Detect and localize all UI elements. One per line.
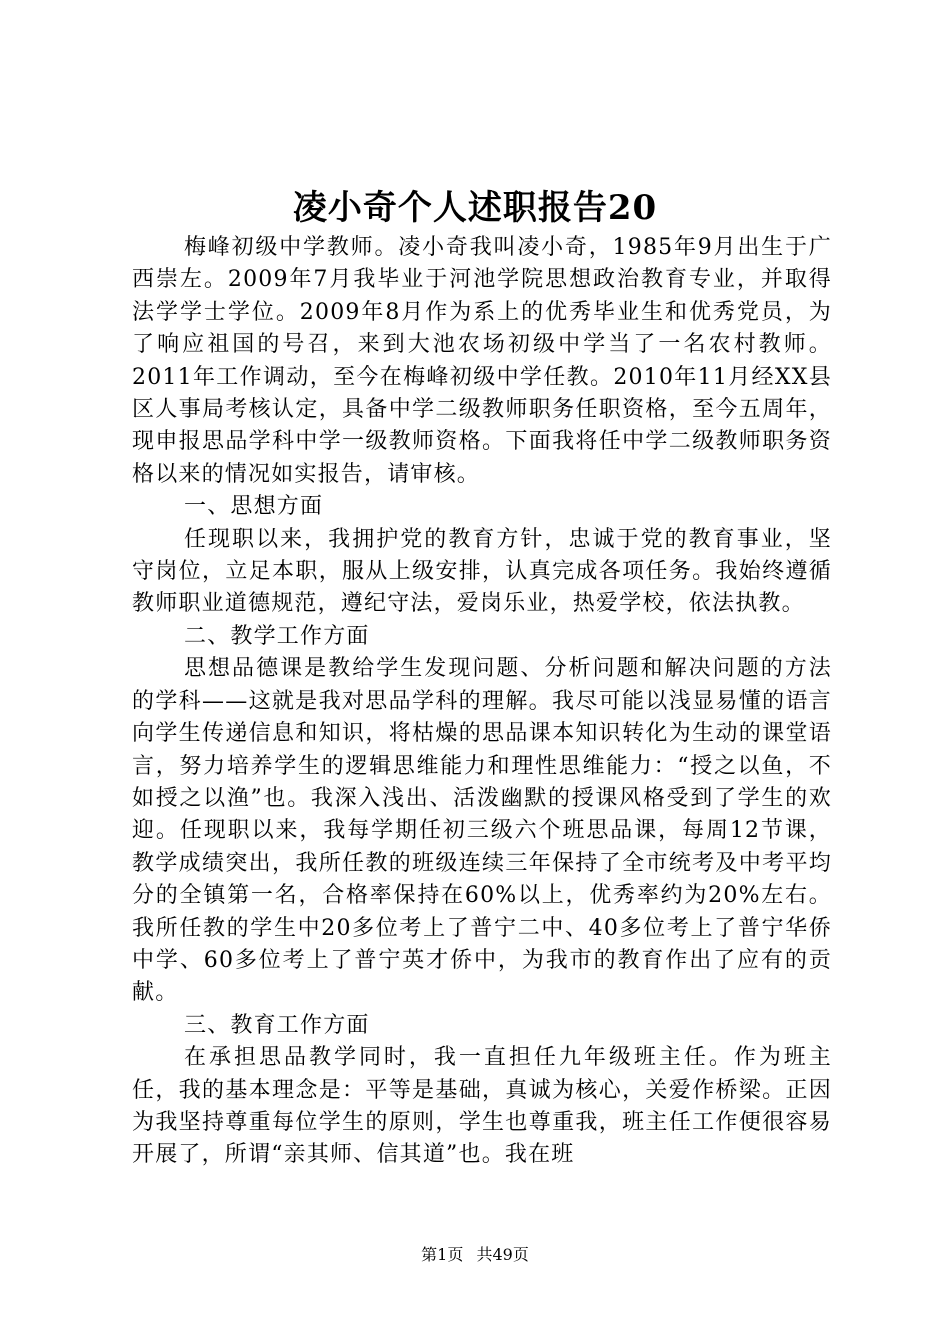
paragraph-thought: 任现职以来，我拥护党的教育方针，忠诚于党的教育事业，坚守岗位，立足本职，服从上级安排，认真完成各项任务。我始终遵循教师职业道德规范，遵纪守法，爱岗乐业，热爱学校，依法执教。 — [132, 526, 832, 617]
document-title: 凌小奇个人述职报告20 — [292, 188, 658, 228]
page-footer — [0, 1244, 950, 1266]
page-total: 共49页 — [476, 1245, 529, 1264]
paragraph-intro: 梅峰初级中学教师。凌小奇我叫凌小奇，1985年9月出生于广西崇左。2009年7月我毕业于河池学院思想政治教育专业，并取得法学学士学位。2009年8月作为系上的优秀毕业生和优秀党员，为了响应祖国的号召，来到大池农场初级中学当了一名农村教师。2011年工作调动，至今在梅峰初级中学任教。2010年11月经XX县区人事局考核认定，具备中学二级教师职务任职资格，至今五周年，现申报思品学科中学一级教师资格。下面我将任中学二级教师职务资格以来的情况如实报告，请审核。 — [132, 235, 832, 487]
section-heading-teaching: 二、教学工作方面 — [184, 623, 370, 649]
page-number: 第1页 — [421, 1245, 464, 1264]
section-heading-education: 三、教育工作方面 — [184, 1012, 370, 1038]
paragraph-education: 在承担思品教学同时，我一直担任九年级班主任。作为班主任，我的基本理念是：平等是基础，真诚为核心，关爱作桥梁。正因为我坚持尊重每位学生的原则，学生也尊重我，班主任工作便很容易开展了，所谓“亲其师、信其道”也。我在班 — [132, 1045, 832, 1168]
paragraph-teaching: 思想品德课是教给学生发现问题、分析问题和解决问题的方法的学科——这就是我对思品学科的理解。我尽可能以浅显易懂的语言向学生传递信息和知识，将枯燥的思品课本知识转化为生动的课堂语言，努力培养学生的逻辑思维能力和理性思维能力：“授之以鱼，不如授之以渔”也。我深入浅出、活泼幽默的授课风格受到了学生的欢迎。任现职以来，我每学期任初三级六个班思品课，每周12节课，教学成绩突出，我所任教的班级连续三年保持了全市统考及中考平均分的全镇第一名，合格率保持在60%以上，优秀率约为20%左右。我所任教的学生中20多位考上了普宁二中、40多位考上了普宁华侨中学、60多位考上了普宁英才侨中，为我市的教育作出了应有的贡献。 — [132, 656, 832, 1006]
document-body — [132, 232, 832, 1172]
section-heading-thought: 一、思想方面 — [184, 494, 324, 520]
